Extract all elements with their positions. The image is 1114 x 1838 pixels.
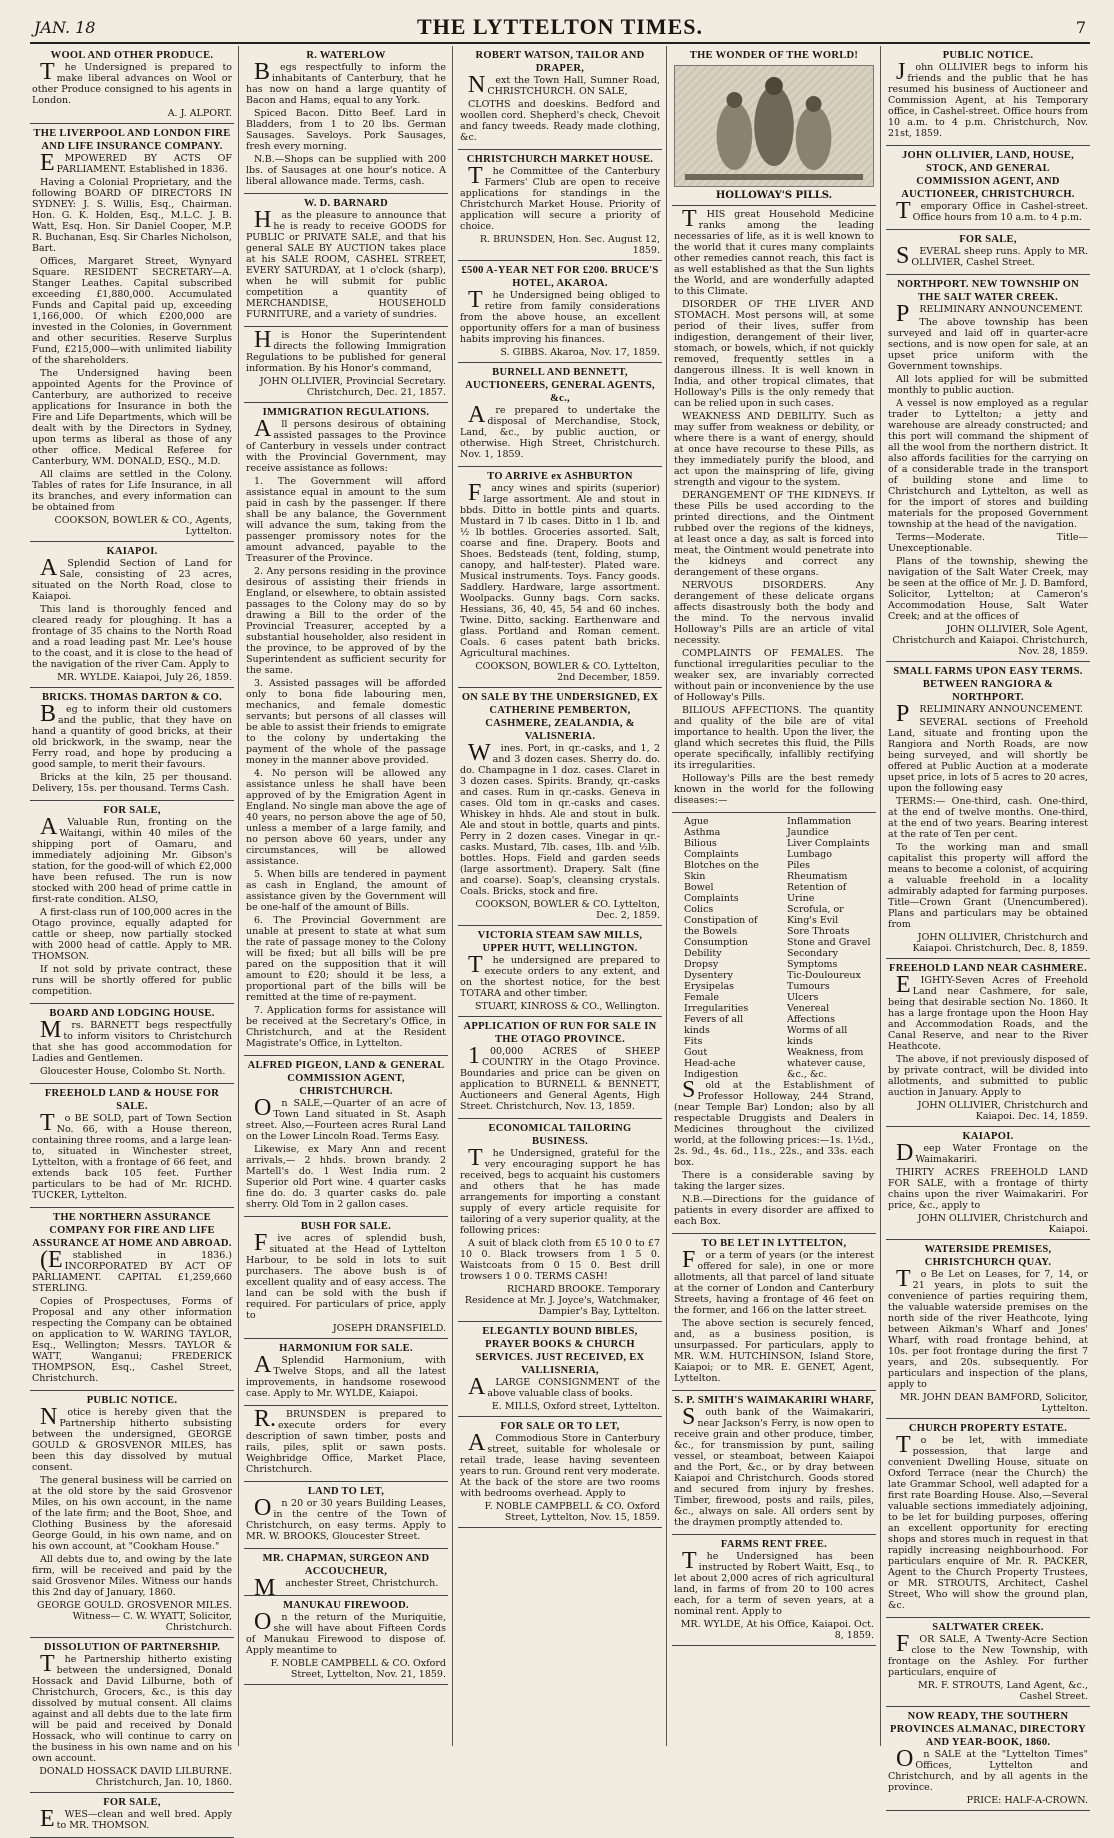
- ad-heading: R. WATERLOW: [306, 50, 386, 61]
- ad-heading: CHURCH PROPERTY ESTATE.: [908, 1423, 1068, 1434]
- ad-paragraph: Sold at the Establishment of Professor Holloway, 244 Strand, (near Temple Bar) London; also by all respectable Druggists and Dealers in Medicines throughout the civilized world, at the following prices:—1s. 1½d., 2s. 9d., 4s. 6d., 11s., 22s., and 33s. each box.: [674, 1077, 874, 1168]
- ad-paragraph: South bank of the Waimakariri, near Jackson's Ferry, is now open to receive grain and other produce, timber, &c., for transmission by punt, sailing vessel, or steamboat, between Kaiapoi and the Port, &c., or by dray between Kaiapoi and Christchurch. Goods stored and secured from injury by freshes. Timber, firewood, posts and rails, piles, &c., always on sale. All orders sent by the draymen promptly attended to.: [674, 1404, 874, 1528]
- advertisement: [244, 1482, 448, 1549]
- advertisement: [458, 1417, 662, 1528]
- advertisement: [244, 403, 448, 1056]
- list-item: Bowel Complaints: [684, 882, 739, 904]
- advertisement: [458, 46, 662, 150]
- ad-paragraph: ACommodious Store in Canterbury street, suitable for wholesale or retail trade, lease having seventeen years to run. Ground rent very moderate. At the back of the store are two rooms with bedrooms overhead. Apply to: [460, 1430, 660, 1499]
- ad-paragraph: Notice is hereby given that the Partnership hitherto subsisting between the undersigned, GEORGE GOULD & GROSVENOR MILES, has been this day dissolved by mutual consent.: [32, 1404, 232, 1473]
- list-item: Dysentery: [684, 970, 733, 981]
- ad-heading: WOOL AND OTHER PRODUCE.: [50, 50, 214, 61]
- advertisement: [244, 1406, 448, 1482]
- engraving-illustration: [674, 65, 874, 187]
- ad-signature: GEORGE GOULD. GROSVENOR MILES. Witness— C. W. WYATT, Solicitor, Christchurch.: [36, 1600, 232, 1633]
- ad-paragraph: To Be Let on Leases, for 7, 14, or 21 years, in plots to suit the convenience of parties requiring them, the valuable waterside premises on the north side of the river Heathcote, lying between Aikman's Wharf and Jones' Wharf, with road frontage behind, at 10s. per foot frontage during the first 7 years, and 20s. subsequently. For particulars and inspection of the plans, apply to: [888, 1266, 1088, 1390]
- advertisement: [30, 1391, 234, 1638]
- list-item: Rheumatism: [787, 871, 848, 882]
- ad-heading: ECONOMICAL TAILORING BUSINESS.: [488, 1123, 632, 1147]
- advertisement: [458, 467, 662, 688]
- ad-paragraph: THIRTY ACRES FREEHOLD LAND FOR SALE, with a frontage of thirty chains upon the river Waimakariri. For price, &c., apply to: [888, 1167, 1088, 1211]
- advertisement: [458, 926, 662, 1017]
- illustration-caption: HOLLOWAY'S PILLS.: [715, 190, 833, 201]
- ad-paragraph: ASplendid Section of Land for Sale, consisting of 23 acres, situated on the North Road, close to Kaiapoi.: [32, 555, 232, 602]
- ad-paragraph: EWES—clean and well bred. Apply to MR. THOMSON.: [40, 1806, 232, 1832]
- ad-paragraph: On 20 or 30 years Building Leases, in the centre of the Town of Christchurch, on easy terms. Apply to MR. W. BROOKS, Gloucester Street.: [246, 1495, 446, 1542]
- ad-heading: HARMONIUM FOR SALE.: [279, 1343, 413, 1354]
- ad-paragraph: Begs respectfully to inform the inhabitants of Canterbury, that he has now on hand a large quantity of Bacon and Hams, equal to any York.: [246, 59, 446, 106]
- ad-paragraph: All debts due to, and owing by the late firm, will be received and paid by the said Grosvenor Miles. Witness our hands this 2nd day of January, 1860.: [32, 1554, 232, 1598]
- ad-heading: VICTORIA STEAM SAW MILLS, UPPER HUTT, WELLINGTON.: [477, 930, 643, 954]
- advertisement: [244, 1339, 448, 1406]
- advertisement: [244, 1217, 448, 1339]
- ad-paragraph: 5. When bills are tendered in payment as cash in England, the amount of assistance given by the Government will be one-half of the amount of Bills.: [246, 869, 446, 913]
- ad-paragraph: A vessel is now employed as a regular trader to Lyttelton; a jetty and warehouse are already constructed; and this port will command the shipment of all the wool from the northern district. It also affords facilities for the carrying on of a considerable trade in the transport of building stone and lime to Christchurch and Lyttelton, as well as for the import of stores and building materials for the proposed Government township at the head of the navigation.: [888, 398, 1088, 530]
- ad-paragraph: Offices, Margaret Street, Wynyard Square. RESIDENT SECRETARY—A. Stanger Leathes. Capital subscribed exceeding £1,880,000. Accumulated Funds and Capital paid up, exceeding 1,166,000. Of which £200,000 are invested in the Colonies, in Government and other securities. Reserve Surplus Fund, £215,000—with unlimited liability of the shareholders.: [32, 256, 232, 366]
- ad-signature: R. BRUNSDEN, Hon. Sec. August 12, 1859.: [479, 234, 660, 256]
- advertisement: [458, 1322, 662, 1417]
- ad-paragraph: 1. The Government will afford assistance equal in amount to the sum paid in cash by the passenger. If there shall be any balance, the Government will advance the sum, taking from the passenger promissory notes for the amount advanced, payable to the Treasurer of the Province.: [246, 476, 446, 564]
- ad-paragraph: All claims are settled in the Colony. Tables of rates for Life Insurance, in all its branches, and every information can be obtained from: [32, 469, 232, 513]
- column-rule: [452, 46, 453, 1746]
- ad-paragraph: This land is thoroughly fenced and cleared ready for ploughing. It has a frontage of 35 chains to the North Road and a road leading past Mr. Lee's house to the coast, and it is close to the head of the navigation of the river Cam. Apply to: [32, 604, 232, 670]
- ad-paragraph: The general business will be carried on at the old store by the said Grosvenor Miles, on his own account, in the name of the late firm; and the Boot, Shoe, and Clothing Business by the aforesaid George Gould, in his own name, and on his own account, at "Cookham House.": [32, 1475, 232, 1552]
- ad-paragraph: Deep Water Frontage on the Waimakariri.: [896, 1140, 1088, 1166]
- advertisement: [30, 46, 234, 124]
- ad-heading: FREEHOLD LAND NEAR CASHMERE.: [889, 963, 1087, 974]
- ad-paragraph: The above township has been surveyed and laid off in quarter-acre sections, and is now open for sale, at an upset price uniform with the Government townships.: [888, 317, 1088, 372]
- list-item: Blotches on the Skin: [684, 860, 759, 882]
- ad-heading: SALTWATER CREEK.: [932, 1622, 1044, 1633]
- ad-signature: MR. WYLDE, At his Office, Kaiapoi. Oct. 8, 1859.: [680, 1619, 874, 1641]
- column-1: [30, 46, 234, 1832]
- ad-heading: FOR SALE,: [103, 1797, 161, 1808]
- ad-signature: COOKSON, BOWLER & CO. Lyttelton, 2nd December, 1859.: [475, 661, 660, 683]
- ad-signature: JOHN OLLIVIER, Provincial Secretary. Christchurch, Dec. 21, 1857.: [259, 376, 446, 398]
- ad-paragraph: 4. No person will be allowed any assistance unless he shall have been approved of by the Emigration Agent in England. No single man above the age of 40 years, no person above the age of 50, unless a member of a large family, and no person above 60 years, under any circumstances, will be allowed assistance.: [246, 768, 446, 867]
- ad-paragraph: Gloucester House, Colombo St. North.: [40, 1066, 226, 1077]
- ad-signature: F. NOBLE CAMPBELL & CO. Oxford Street, Lyttelton, Nov. 21, 1859.: [270, 1658, 446, 1680]
- ad-paragraph: The Undersigned, grateful for the very encouraging support he has received, begs to acquaint his customers and others that he has made arrangements for importing a constant supply of every article requisite for tailoring of a very superior quality, at the following prices:: [460, 1145, 660, 1236]
- ad-heading: FARMS RENT FREE.: [720, 1539, 828, 1550]
- advertisement: [886, 275, 1090, 662]
- ad-signature: S. GIBBS. Akaroa, Nov. 17, 1859.: [500, 347, 660, 358]
- advertisement: [672, 1234, 876, 1391]
- ad-signature: MR. WYLDE. Kaiapoi, July 26, 1859.: [57, 672, 232, 683]
- list-item: Lumbago: [787, 849, 832, 860]
- ad-signature: E. MILLS, Oxford street, Lyttelton.: [491, 1401, 660, 1412]
- ad-paragraph: EIGHTY-Seven Acres of Freehold Land near Cashmere, for sale, being that desirable section No. 1860. It has a large frontage upon the Hoon Hay and Accommodation Roads, and the Canal Reserve, and near to the River Heathcote.: [888, 972, 1088, 1052]
- advertisement: [30, 1004, 234, 1084]
- ad-paragraph: Fancy wines and spirits (superior) large assortment. Ale and stout in bbds. Ditto in bottle pints and quarts. Mustard in 7 lb cases. Ditto in 1 lb. and ½ lb bottles. Groceries assorted. Salt, coarse and fine. Drapery. Boots and Shoes. Bedsteads (tent, folding, stump, canopy, and half-tester). Plated ware. Musical instruments. Toys. Fancy goods. Saddlery. Hardware, large assortment. Woolpacks. Gunny bags. Corn sacks. Hessians, 36, 40, 45, 54 and 60 inches. Twine. Ditto, sacking. Earthenware and glass. Portland and Roman cement. Coals. 6 cases patent bath bricks. Agricultural machines.: [460, 480, 660, 659]
- advertisement: [244, 46, 448, 194]
- ad-paragraph: The Undersigned being obliged to retire from family considerations from the above house, an excellent opportunity offers for a man of business habits improving his finances.: [460, 287, 660, 345]
- advertisement: [886, 1240, 1090, 1419]
- list-item: Tumours: [787, 981, 830, 992]
- ad-heading: FOR SALE,: [103, 805, 161, 816]
- ad-paragraph: A first-class run of 100,000 acres in the Otago province, equally adapted for cattle or sheep, now partially stocked with 2000 head of cattle. Apply to MR. THOMSON.: [32, 907, 232, 962]
- advertisement: [244, 327, 448, 403]
- ad-heading: KAIAPOI.: [962, 1131, 1014, 1142]
- advertisement: [458, 150, 662, 261]
- columns: [30, 46, 1090, 1832]
- ad-signature: A. J. ALPORT.: [167, 108, 232, 119]
- list-item: Secondary Symptoms: [787, 948, 838, 970]
- ad-paragraph: Beg to inform their old customers and the public, that they have on hand a quantity of good bricks, at their old brickwork, in the swamp, near the Ferry road, and hope by producing a good sample, to merit their favours.: [32, 701, 232, 770]
- ad-paragraph: SEVERAL sections of Freehold Land, situate and fronting upon the Rangiora and North Roads, are now being surveyed, and will shortly be offered at Public Auction at a moderate upset price, in lots of 5 acres to 20 acres, upon the following easy: [888, 717, 1088, 794]
- list-item: Stone and Gravel: [787, 937, 871, 948]
- ad-heading: APPLICATION OF RUN FOR SALE IN THE OTAGO PROVINCE.: [463, 1021, 657, 1045]
- ad-paragraph: The undersigned are prepared to execute orders to any extent, and on the shortest notice, for the best TOTARA and other timber.: [460, 952, 660, 999]
- ad-heading: DISSOLUTION OF PARTNERSHIP.: [43, 1642, 221, 1653]
- ad-paragraph: Spiced Bacon. Ditto Beef. Lard in Bladders, from 1 to 20 lbs. German Sausages. Saveloys. Pork Sausages, fresh every morning.: [246, 108, 446, 152]
- ad-paragraph: The above section is securely fenced, and, as a business position, is unsurpassed. For particulars, apply to MR. W.M. HUTCHINSON, Island Store, Kaiapoi; or to MR. E. GENET, Agent, Lyttelton.: [674, 1318, 874, 1384]
- ad-paragraph: 100,000 ACRES of SHEEP COUNTRY in the Otago Province. Boundaries and price can be given on application to BURNELL & BENNETT, Auctioneers and General Agents, High Street. Christchurch, Nov. 13, 1859.: [460, 1043, 660, 1112]
- ad-heading: S. P. SMITH'S WAIMAKARIRI WHARF,: [674, 1395, 874, 1406]
- ad-paragraph: The above, if not previously disposed of by private contract, will be divided into allotments, and submitted to public auction in January. Apply to: [888, 1054, 1088, 1098]
- list-item: Asthma: [684, 827, 721, 838]
- advertisement: [458, 363, 662, 467]
- advertisement: [30, 1208, 234, 1391]
- ad-paragraph: John OLLIVIER begs to inform his friends and the public that he has resumed his business of Auctioneer and Commission Agent, at his Temporary office, in Cashel-street. Office hours from 10 a.m. to 4 p.m. Christchurch, Nov. 21st, 1859.: [888, 59, 1088, 139]
- ad-signature: DONALD HOSSACK DAVID LILBURNE. Christchurch, Jan. 10, 1860.: [39, 1766, 232, 1788]
- list-item: Gout: [684, 1047, 708, 1058]
- list-item: Fits: [684, 1036, 703, 1047]
- ad-paragraph: DERANGEMENT OF THE KIDNEYS. If these Pills be used according to the printed directions, and the Ointment rubbed over the regions of the kidneys, at least once a day, as salt is forced into meat, the Ointment would penetrate into the kidneys and correct any derangement of these organs.: [674, 490, 874, 578]
- ad-paragraph: Having a Colonial Proprietary, and the following BOARD OF DIRECTORS IN SYDNEY: J. S. Willis, Esq., Chairman. Hon. G. K. Holden, Esq., M.L.C. J. B. Watt, Esq. Hon. Sir Daniel Cooper, M.P. R. Buchanan, Esq. Sir Charles Nicholson, Bart.: [32, 177, 232, 254]
- list-item: Jaundice: [787, 827, 829, 838]
- ad-paragraph: Bricks at the kiln, 25 per thousand. Delivery, 15s. per thousand. Terms Cash.: [32, 772, 232, 794]
- ad-signature: F. NOBLE CAMPBELL & CO. Oxford Street, Lyttelton, Nov. 15, 1859.: [484, 1501, 660, 1523]
- ad-paragraph: The Undersigned having been appointed Agents for the Province of Canterbury, are authorized to receive applications for Insurance in both the Fire and Life Departments, which will be dealt with by the Directors in Sydney, upon terms as liberal as those of any other office. Medical Referee for Canterbury, WM. DONALD, ESQ., M.D.: [32, 368, 232, 467]
- ad-paragraph: AValuable Run, fronting on the Waitangi, within 40 miles of the shipping port of Oamaru, and immediately adjoining Mr. Gibson's station, for the good-will of which £2,000 have been refused. The run is now stocked with 200 head of prime cattle in first-rate condition. ALSO,: [32, 814, 232, 905]
- issue-date: JAN. 18: [34, 18, 96, 37]
- ad-paragraph: Temporary Office in Cashel-street. Office hours from 10 a.m. to 4 p.m.: [896, 198, 1088, 224]
- ad-paragraph: PRELIMINARY ANNOUNCEMENT.: [896, 701, 1084, 727]
- ad-paragraph: For a term of years (or the interest offered for sale), in one or more allotments, all that parcel of land situate at the corner of London and Canterbury Streets, having a frontage of 46 feet on the former, and 166 on the latter street.: [674, 1247, 874, 1316]
- ad-heading: ELEGANTLY BOUND BIBLES, PRAYER BOOKS & CHURCH SERVICES. JUST RECEIVED, EX VALLISNERIA,: [475, 1326, 645, 1376]
- ad-heading: THE NORTHERN ASSURANCE COMPANY FOR FIRE AND LIFE ASSURANCE AT HOME AND ABROAD.: [32, 1212, 232, 1249]
- ad-heading: BUSH FOR SALE.: [300, 1221, 392, 1232]
- ad-paragraph: FOR SALE, A Twenty-Acre Section close to the New Township, with frontage on the Ashley. For further particulars, enquire of: [888, 1631, 1088, 1678]
- advertisement: [886, 46, 1090, 146]
- list-item: Constipation of the Bowels: [684, 915, 758, 937]
- ad-paragraph: The Committee of the Canterbury Farmers' Club are open to receive applications for standings in the Christchurch Market House. Priority of application will secure a priority of choice.: [460, 163, 660, 232]
- ad-paragraph: His Honor the Superintendent directs the following Immigration Regulations to be published for general information. By his Honor's command,: [246, 327, 446, 374]
- ad-paragraph: WEAKNESS AND DEBILITY. Such as may suffer from weakness or debility, or where there is a want of energy, should at once have recourse to these Pills, as they immediately purify the blood, and act upon the mainspring of life, giving strength and vigour to the system.: [674, 411, 874, 488]
- list-item: Ulcers: [787, 992, 819, 1003]
- list-item: Dropsy: [684, 959, 719, 970]
- advertisement: [886, 146, 1090, 230]
- ad-signature: COOKSON, BOWLER & CO., Agents, Lyttelton.: [54, 515, 232, 537]
- advertisement: [458, 688, 662, 926]
- ad-paragraph: Next the Town Hall, Sumner Road, CHRISTCHURCH. ON SALE,: [468, 72, 660, 98]
- advertisement: [672, 1391, 876, 1535]
- column-rule: [666, 46, 667, 1746]
- ad-signature: JOHN OLLIVIER, Christchurch and Kaiapoi. Dec. 14, 1859.: [917, 1100, 1088, 1122]
- ad-paragraph: Are prepared to undertake the disposal of Merchandise, Stock, Land, &c., by public auction, or otherwise. High Street, Christchurch. Nov. 1, 1859.: [460, 402, 660, 460]
- ad-paragraph: CLOTHS and doeskins. Bedford and woollen cord. Shepherd's check, Chevoit and fancy tweeds. Ready made clothing, &c.: [460, 99, 660, 143]
- advertisement: [672, 1535, 876, 1646]
- ad-paragraph: To be let, with immediate possession, that large and convenient Dwelling House, situate on Oxford Terrace (near the Church) the late Grammar School, well adapted for a first rate Boarding House. Also,—Several valuable sections immediately adjoining, to be let for building purposes, offering an excellent opportunity for erecting shops and stores much in request in that rapidly increasing neighbourhood. For particulars enquire of Mr. R. PACKER, Agent to the Church Property Trustees, or MR. STROUTS, Architect, Cashel Street, Who will show the ground plan, &c.: [888, 1432, 1088, 1611]
- ad-paragraph: Terms—Moderate. Title—Unexceptionable.: [888, 532, 1088, 554]
- ad-signature: MR. F. STROUTS, Land Agent, &c., Cashel Street.: [918, 1680, 1088, 1702]
- list-item: Erysipelas: [684, 981, 735, 992]
- ad-paragraph: Plans of the township, shewing the navigation of the Salt Water Creek, may be seen at the office of Mr. J. D. Bamford, Solicitor, Lyttelton; at Cameron's Accommodation House, Salt Water Creek; and at the offices of: [888, 556, 1088, 622]
- ad-paragraph: Manchester Street, Christchurch.: [254, 1575, 439, 1601]
- ad-paragraph: 6. The Provincial Government are unable at present to state at what sum the rate of passage money to the Colony will be fixed; but all bills will be pre pared on the supposition that it will amount to £20; should it be less, a proportional part of the bills will be remitted at the time of re-payment.: [246, 915, 446, 1003]
- ad-heading: ALFRED PIGEON, LAND & GENERAL COMMISSION AGENT, CHRISTCHURCH.: [247, 1060, 445, 1097]
- ad-paragraph: Holloway's Pills are the best remedy known in the world for the following diseases:—: [674, 773, 874, 806]
- ad-paragraph: NERVOUS DISORDERS. Any derangement of these delicate organs affects disastrously both the body and the mind. To the nervous invalid Holloway's Pills are an article of vital necessity.: [674, 580, 874, 646]
- ad-heading: ON SALE BY THE UNDERSIGNED, EX CATHERINE PEMBERTON, CASHMERE, ZEALANDIA, & VALISNERIA.: [461, 692, 659, 742]
- advertisement: [458, 1017, 662, 1119]
- advertisement: [30, 1084, 234, 1208]
- advertisement: [244, 1596, 448, 1685]
- page-number: 7: [1075, 18, 1086, 37]
- ad-paragraph: The Partnership hitherto existing between the undersigned, Donald Hossack and David Lilburne, both of Christchurch, Grocers, &c., is this day dissolved by mutual consent. All claims against and all debts due to the late firm will be paid and received by Donald Hossack, who will continue to carry on the business in his own name and on his own account.: [32, 1651, 232, 1764]
- ad-heading: ROBERT WATSON, TAILOR AND DRAPER,: [475, 50, 645, 74]
- advertisement: [244, 1056, 448, 1217]
- ad-heading: BRICKS. THOMAS DARTON & CO.: [41, 692, 223, 703]
- ad-heading: W. D. BARNARD: [303, 198, 389, 209]
- ad-paragraph: N.B.—Directions for the guidance of patients in every disorder are affixed to each Box.: [674, 1194, 874, 1227]
- ad-heading: MR. CHAPMAN, SURGEON AND ACCOUCHEUR,: [262, 1553, 430, 1577]
- list-item: Debility: [684, 948, 722, 959]
- ad-paragraph: 2. Any persons residing in the province desirous of assisting their friends in England, or elsewhere, to obtain assisted passages to the Colony may do so by drawing a Bill to the order of the Provincial Treasurer, accepted by a substantial householder, also resident in the province, to be approved of by the Superintendent as sufficient security for the same.: [246, 566, 446, 676]
- ad-heading: CHRISTCHURCH MARKET HOUSE.: [466, 154, 654, 165]
- advertisement: [886, 230, 1090, 275]
- ad-heading: THE LIVERPOOL AND LONDON FIRE AND LIFE INSURANCE COMPANY.: [33, 128, 231, 152]
- ad-paragraph: R.BRUNSDEN is prepared to execute orders for every description of sawn timber, posts and rails, piles, split or sawn posts. Weighbridge Office, Market Place, Christchurch.: [246, 1406, 446, 1475]
- ad-paragraph: There is a considerable saving by taking the larger sizes.: [674, 1170, 874, 1192]
- ad-signature: COOKSON, BOWLER & CO. Lyttelton, Dec. 2, 1859.: [475, 899, 660, 921]
- ad-paragraph: Copies of Prospectuses, Forms of Proposal and any other information respecting the Company can be obtained on application to W. WARING TAYLOR, Esq., Wellington; Messrs. TAYLOR & WATT, Wanganui; FREDERICK THOMPSON, Esq., Cashel Street, Christchurch.: [32, 1296, 232, 1384]
- ad-paragraph: To the working man and small capitalist this property will afford the means to become a colonist, of acquiring a valuable freehold in a locality admirably adapted for farming purposes. Title—Crown Grant (Unencumbered). Plans and particulars may be obtained from: [888, 842, 1088, 930]
- ad-heading: KAIAPOI.: [106, 546, 158, 557]
- ad-signature: PRICE: HALF-A-CROWN.: [966, 1795, 1088, 1806]
- list-item: Venereal Affections: [787, 1003, 835, 1025]
- advertisement: [672, 206, 876, 813]
- list-item: Liver Complaints: [787, 838, 870, 849]
- advertisement: [30, 801, 234, 1004]
- ad-paragraph: COMPLAINTS OF FEMALES. The functional irregularities peculiar to the weaker sex, are invariably corrected without pain or inconvenience by the use of Holloway's Pills.: [674, 648, 874, 703]
- advertisement: [886, 1707, 1090, 1811]
- ad-paragraph: Mrs. BARNETT begs respectfully to inform visitors to Christchurch that she has good accommodation for Ladies and Gentlemen.: [32, 1017, 232, 1064]
- ad-heading: JOHN OLLIVIER, LAND, HOUSE, STOCK, AND GENERAL COMMISSION AGENT, AND AUCTIONEER, CHRISTCHURCH.: [901, 150, 1075, 200]
- advertisement: [244, 1549, 448, 1601]
- ad-paragraph: ASplendid Harmonium, with Twelve Stops, and all the latest improvements, in handsome rosewood case. Apply to Mr. WYLDE, Kaiapoi.: [246, 1352, 446, 1399]
- column-rule: [238, 46, 239, 1746]
- ad-paragraph: TERMS:— One-third, cash. One-third, at the end of twelve months. One-third, at the end of two years. Bearing interest at the rate of Ten per cent.: [888, 796, 1088, 840]
- ad-paragraph: PRELIMINARY ANNOUNCEMENT.: [896, 301, 1084, 327]
- column-5: [886, 46, 1090, 1806]
- ad-heading: NORTHPORT. NEW TOWNSHIP ON THE SALT WATER CREEK.: [897, 279, 1079, 303]
- advertisement: [30, 124, 234, 542]
- ad-paragraph: N.B.—Shops can be supplied with 200 lbs. of Sausages at one hour's notice. A liberal allowance made. Terms, cash.: [246, 154, 446, 187]
- ad-paragraph: The Undersigned has been instructed by Robert Waitt, Esq., to let about 2,000 acres of rich agricultural land, in farms of from 20 to 100 acres each, for a term of seven years, at a nominal rent. Apply to: [674, 1548, 874, 1617]
- advertisement: [30, 542, 234, 688]
- column-2: [244, 46, 448, 1746]
- advertisement: [30, 688, 234, 801]
- list-item: Female Irregularities: [684, 992, 749, 1014]
- ad-paragraph: Has the pleasure to announce that he is ready to receive GOODS for PUBLIC or PRIVATE SALE, and that his general SALE BY AUCTION takes place at his SALE ROOM, CASHEL STREET, EVERY SATURDAY, at 1 o'clock (sharp), when he will submit for public competition a quantity of MERCHANDISE, HOUSEHOLD FURNITURE, and a variety of sundries.: [246, 207, 446, 320]
- ad-heading: FREEHOLD LAND & HOUSE FOR SALE.: [44, 1088, 220, 1112]
- ad-paragraph: DISORDER OF THE LIVER AND STOMACH. Most persons will, at some period of their lives, suffer from indigestion, derangement of their liver, stomach, or bowels, which, if not quickly removed, frequently settles in a dangerous illness. It is well known in India, and other tropical climates, that Holloway's Pills is the only remedy that can be relied upon in such cases.: [674, 299, 874, 409]
- ad-heading: BOARD AND LODGING HOUSE.: [49, 1008, 215, 1019]
- list-item: Weakness, from whatever cause, &c., &c.: [787, 1047, 866, 1080]
- ad-heading: FOR SALE OR TO LET,: [500, 1421, 620, 1432]
- ad-heading: TO ARRIVE ex ASHBURTON: [487, 471, 633, 482]
- ad-heading: PUBLIC NOTICE.: [942, 50, 1034, 61]
- advertisement: [886, 662, 1090, 959]
- column-rule: [880, 46, 881, 1746]
- ad-signature: JOHN OLLIVIER, Sole Agent, Christchurch and Kaiapoi. Christchurch, Nov. 28, 1859.: [892, 624, 1088, 657]
- ad-paragraph: BILIOUS AFFECTIONS. The quantity and quality of the bile are of vital importance to health. Upon the liver, the gland which secretes this fluid, the Pills operate specifically, infallibly rectifying its irregularities.: [674, 705, 874, 771]
- list-item: Inflammation: [787, 816, 852, 827]
- list-item: Retention of Urine: [787, 882, 847, 904]
- column-3: [458, 46, 662, 1746]
- ad-paragraph: To BE SOLD, part of Town Section No. 66, with a House thereon, containing three rooms, and a large lean-to, situated in Winchester street, Lyttelton, with a frontage of 66 feet, and extends back 105 feet. Further particulars to be had of Mr. RICHD. TUCKER, Lyttelton.: [32, 1110, 232, 1201]
- ad-heading: FOR SALE,: [959, 234, 1017, 245]
- ad-heading: SMALL FARMS UPON EASY TERMS. BETWEEN RANGIORA & NORTHPORT.: [893, 666, 1083, 703]
- ad-paragraph: 3. Assisted passages will be afforded only to bona fide labouring men, mechanics, and female domestic servants; but persons of all classes will be able to assist their friends to emigrate to the colony by undertaking the payment of the whole of the passage money in the manner above provided.: [246, 678, 446, 766]
- newspaper-title: THE LYTTELTON TIMES.: [417, 14, 703, 39]
- ad-heading: BURNELL AND BENNETT, AUCTIONEERS, GENERAL AGENTS, &c.,: [465, 367, 655, 404]
- list-item: Fevers of all kinds: [684, 1014, 744, 1036]
- ad-heading: WATERSIDE PREMISES, CHRISTCHURCH QUAY.: [924, 1244, 1052, 1268]
- ad-paragraph: Likewise, ex Mary Ann and recent arrivals,— 2 hhds. brown brandy. 2 Martell's do. 1 West India rum. 2 Superior old Port wine. 4 quarter casks fine do. do. 3 quarter casks do. pale sherry. Old Tom in 2 gallon cases.: [246, 1144, 446, 1210]
- ad-paragraph: If not sold by private contract, these runs will be shortly offered for public competition.: [32, 964, 232, 997]
- advertisement: [886, 1127, 1090, 1240]
- ad-signature: JOHN OLLIVIER, Christchurch and Kaiapoi. Christchurch, Dec. 8, 1859.: [912, 932, 1088, 954]
- list-item: Sore Throats: [787, 926, 850, 937]
- advertisement: [672, 813, 876, 1234]
- ad-heading: THE WONDER OF THE WORLD!: [689, 50, 859, 61]
- ad-paragraph: 7. Application forms for assistance will be received at the Secretary's Office, in Christchurch, and at the Resident Magistrate's Office, in Lyttelton.: [246, 1005, 446, 1049]
- ad-paragraph: On SALE,—Quarter of an acre of Town Land situated in St. Asaph street. Also,—Fourteen acres Rural Land on the Lower Lincoln Road. Terms Easy.: [246, 1095, 446, 1142]
- ad-signature: MR. JOHN DEAN BAMFORD, Solicitor, Lyttelton.: [899, 1392, 1088, 1414]
- ad-heading: NOW READY, THE SOUTHERN PROVINCES ALMANAC, DIRECTORY AND YEAR-BOOK, 1860.: [890, 1711, 1086, 1748]
- ad-paragraph: ALARGE CONSIGNMENT of the above valuable class of books.: [468, 1374, 660, 1400]
- ad-paragraph: All persons desirous of obtaining assisted passages to the Province of Canterbury in vessels under contract with the Provincial Government, may receive assistance as follows:: [246, 416, 446, 474]
- ad-heading: MANUKAU FIREWOOD.: [283, 1600, 409, 1611]
- advertisement: [458, 261, 662, 363]
- ad-paragraph: SEVERAL sheep runs. Apply to MR. OLLIVIER, Cashel Street.: [896, 243, 1088, 269]
- ad-heading: £500 A-YEAR NET FOR £200. BRUCE'S HOTEL, AKAROA.: [461, 265, 659, 289]
- masthead: [30, 12, 1090, 44]
- ad-paragraph: THIS great Household Medicine ranks among the leading necessaries of life, as it is well known to the world that it cures many complaints other remedies cannot reach, this fact is as well established as that the Sun lights the World, and are wonderfully adapted to this Climate.: [674, 206, 874, 297]
- ad-paragraph: Wines. Port, in qr.-casks, and 1, 2 and 3 dozen cases. Sherry do. do. do. Champagne in 1 doz. cases. Claret in 3 dozen cases. Spirits. Brandy, qr.-casks and cases. Rum in qr.-casks. Geneva in cases. Old tom in qr.-casks and cases. Whiskey in hhds. Ale and stout in bulk. Ale and stout in bottle, quarts and pints. Perry in 2 dozen cases. Vinegar in qr.-casks. Mustard, 7lb. cases, 1lb. and ½lb. bottles. Hops. Field and garden seeds (large assortment). Drapery. Salt (fine and coarse). Soap's, cleansing crystals. Coals. Bricks, stock and fire.: [460, 740, 660, 897]
- list-item: Tic-Douloureux: [787, 970, 861, 981]
- advertisement: [672, 46, 876, 206]
- advertisement: [458, 1119, 662, 1322]
- ad-paragraph: The Undersigned is prepared to make liberal advances on Wool or other Produce consigned to his agents in London.: [32, 59, 232, 106]
- advertisement: [30, 1638, 234, 1793]
- list-item: Consumption: [684, 937, 748, 948]
- ad-paragraph: EMPOWERED BY ACTS OF PARLIAMENT. Established in 1836.: [40, 150, 232, 176]
- advertisement: [30, 1793, 234, 1838]
- ad-heading: IMMIGRATION REGULATIONS.: [262, 407, 430, 418]
- list-item: Piles: [787, 860, 810, 871]
- ad-paragraph: Five acres of splendid bush, situated at the Head of Lyttelton Harbour, to be sold in lots to suit purchasers. The above bush is of excellent quality and of easy access. The land can be sold with the bush if required. For particulars of price, apply to: [246, 1230, 446, 1321]
- advertisement: [886, 959, 1090, 1127]
- ad-signature: RICHARD BROOKE. Temporary Residence at Mr. J. Joyce's, Watchmaker, Dampier's Bay, Lyttelton.: [464, 1284, 660, 1317]
- advertisement: [244, 194, 448, 327]
- advertisement: [886, 1419, 1090, 1618]
- list-item: Ague: [684, 816, 709, 827]
- ad-paragraph: All lots applied for will be submitted monthly to public auction.: [888, 374, 1088, 396]
- ad-heading: LAND TO LET,: [307, 1486, 385, 1497]
- list-item: Bilious Complaints: [684, 838, 739, 860]
- list-item: Indigestion: [684, 1069, 739, 1080]
- list-item: Scrofula, or King's Evil: [787, 904, 844, 926]
- ad-signature: JOSEPH DRANSFIELD.: [332, 1323, 446, 1334]
- ad-signature: STUART, KINROSS & CO., Wellington.: [475, 1001, 660, 1012]
- ad-heading: PUBLIC NOTICE.: [86, 1395, 178, 1406]
- ad-paragraph: A suit of black cloth from £5 10 0 to £7 10 0. Black trowsers from 1 5 0. Waistcoats from 0 15 0. Best drill trowsers 1 0 0. TERMS CASH!: [460, 1238, 660, 1282]
- list-item: Worms of all kinds: [787, 1025, 848, 1047]
- ad-signature: JOHN OLLIVIER, Christchurch and Kaiapoi.: [917, 1213, 1088, 1235]
- disease-list: [674, 816, 874, 1080]
- advertisement: [886, 1618, 1090, 1707]
- list-item: Colics: [684, 904, 714, 915]
- ad-paragraph: On the return of the Muriquitie, she will have about Fifteen Cords of Manukau Firewood to dispose of. Apply meantime to: [246, 1609, 446, 1656]
- ad-paragraph: (Established in 1836.) INCORPORATED BY ACT OF PARLIAMENT. CAPITAL £1,259,660 STERLING.: [32, 1247, 232, 1294]
- list-item: Head-ache: [684, 1058, 736, 1069]
- ad-heading: TO BE LET IN LYTTELTON,: [701, 1238, 847, 1249]
- ad-paragraph: On SALE at the "Lyttelton Times" Offices, Lyttelton and Christchurch, and by all agents in the province.: [888, 1746, 1088, 1793]
- column-4: [672, 46, 876, 1746]
